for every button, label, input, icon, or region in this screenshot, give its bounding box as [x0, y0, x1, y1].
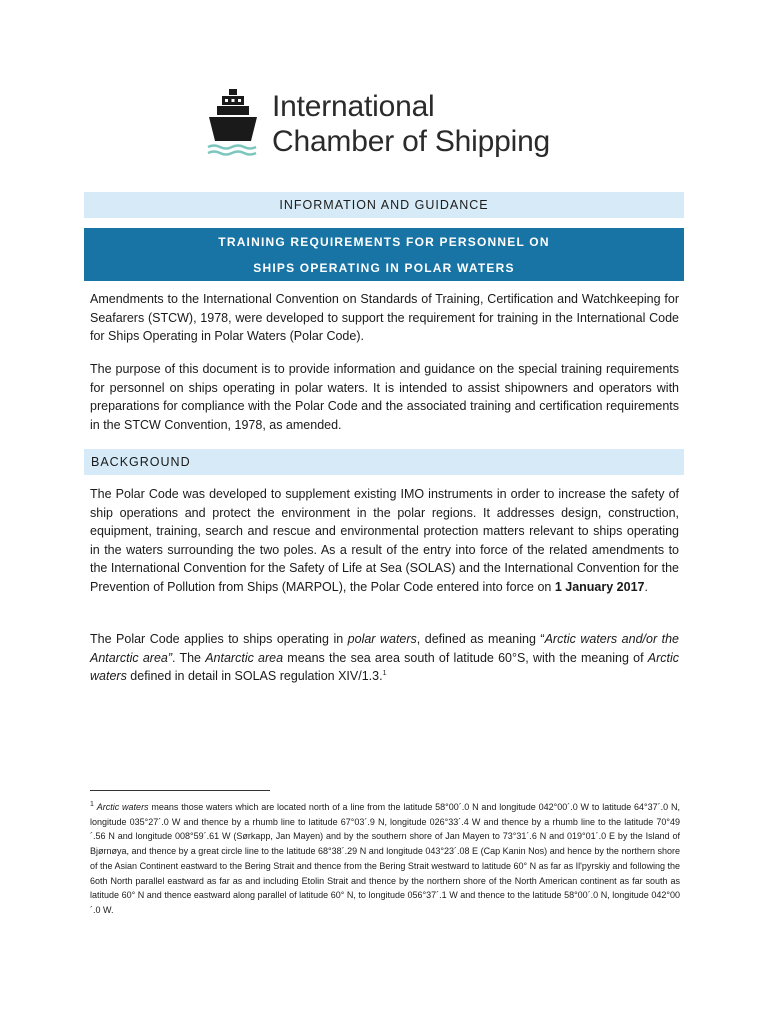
- footnote-term: Arctic waters: [96, 802, 149, 812]
- footnote-text: means those waters which are located north of a line from the latitude 58°00´.0 N and longitude 042°00´.0 W to latitude 64°37´.0 N, longitude 035°27´.0 W and thence by a rhumb line to latitude 67°03´.9 N, longitude 026°33´.4 W and thence by a rhumb line to the latitude 70°49´.56 N and longitude 008°59´.61 W (Sørkapp, Jan Mayen) and by the southern shore of Jan Mayen to 73°31´.6 N and 019°01´.0 E by the Island of Bjørnøya, and thence by a great circle line to the latitude 68°38´.29 N and longitude 043°23´.08 E (Cap Kanin Nos) and hence by the northern shore of the Asian Continent eastward to the Bering Strait and thence from the Bering Strait westward to latitude 60° N as far as Il'pyrskiy and following the 6oth North parallel eastward as far as and including Etolin Strait and thence by the northern shore of the North American continent as far south as latitude 60° N and thence eastward along parallel of latitude 60° N, to longitude 056°37´.1 W and thence to the latitude 58°00´.0 N, longitude 042°00´.0 W.: [90, 802, 680, 915]
- p2-part-c: , defined as meaning “: [416, 632, 545, 646]
- ics-logo: [206, 89, 550, 163]
- p2-part-a: The Polar Code applies to ships operating in: [90, 632, 348, 646]
- logo-line-1: International: [272, 90, 435, 123]
- entry-into-force-date: 1 January 2017: [554, 579, 645, 594]
- footnote-reference[interactable]: 1: [382, 669, 387, 677]
- intro-paragraph-1: Amendments to the International Convention on Standards of Training, Certification and Watchkeeping for Seafarers (STCW), 1978, were developed to support the requirement for training in the International Code for Ships Operating in Polar Waters (Polar Code).: [90, 292, 679, 343]
- p2-part-i: defined in detail in SOLAS regulation XIV/1.3.: [126, 669, 383, 683]
- p2-term-polar-waters: polar waters: [347, 632, 417, 646]
- p2-part-g: means the sea area south of latitude 60°S, with the meaning of: [283, 650, 648, 665]
- background-paragraph-1-end: .: [644, 579, 648, 594]
- background-paragraph-1-text: The Polar Code was developed to supplement existing IMO instruments in order to increase the safety of ship operations and protect the environment in the polar regions. It addresses design, construction, equipment, training, search and rescue and environmental protection matters relevant to ships operating in the waters surrounding the two poles. As a result of the entry into force of the related amendments to the International Convention for the Safety of Life at Sea (SOLAS) and the International Convention for the Prevention of Pollution from Ships (MARPOL), the Polar Code entered into force on: [90, 487, 679, 594]
- document-title-line-1: TRAINING REQUIREMENTS FOR PERSONNEL ON: [218, 234, 550, 249]
- logo-line-2: Chamber of Shipping: [272, 125, 551, 158]
- p2-term-arctic-waters: Arctic waters: [90, 650, 680, 683]
- ship-icon: [206, 89, 260, 163]
- section-heading-background: [84, 449, 684, 475]
- footnote-divider: [90, 790, 270, 791]
- logo-wordmark: [272, 89, 550, 159]
- document-title-line-2: SHIPS OPERATING IN POLAR WATERS: [253, 260, 515, 275]
- section-heading-label: BACKGROUND: [91, 455, 191, 469]
- footnote-number: 1: [90, 801, 94, 808]
- intro-paragraph-2: The purpose of this document is to provide information and guidance on the special training requirements for personnel on ships operating in polar waters. It is intended to assist shipowners and operators with preparations for compliance with the Polar Code and the associated training and certification requirements in the STCW Convention, 1978, as amended.: [90, 362, 679, 432]
- p2-definition-quote: Arctic waters and/or the Antarctic area”: [90, 632, 679, 665]
- document-title-band: [84, 228, 684, 281]
- p2-part-e: . The: [172, 650, 206, 665]
- p2-term-antarctic-area: Antarctic area: [205, 650, 284, 665]
- background-paragraph-2: [90, 630, 679, 686]
- footnote-1: [90, 800, 680, 918]
- document-type-band: [84, 192, 684, 218]
- background-paragraph-1: [90, 485, 679, 596]
- document-type-label: INFORMATION AND GUIDANCE: [279, 198, 489, 212]
